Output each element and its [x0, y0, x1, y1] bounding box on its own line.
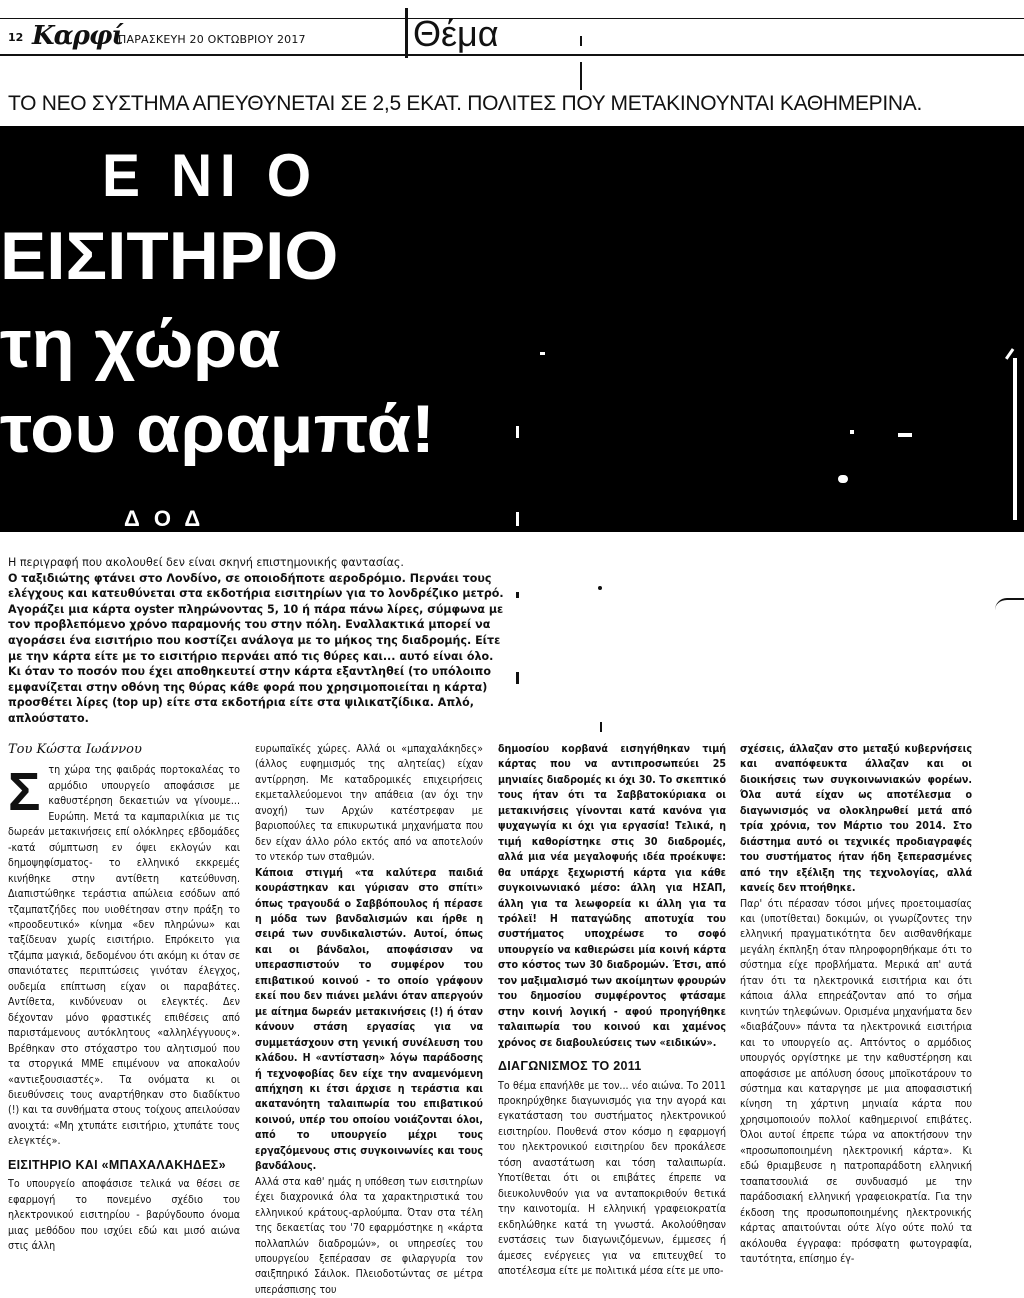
photo-mark	[598, 586, 602, 590]
headline-line-2: ΕΙΣΙΤΗΡΙΟ	[0, 218, 339, 294]
photo-mark	[516, 672, 519, 684]
hero-panel	[0, 126, 1024, 532]
intro-body: Ο ταξιδιώτης φτάνει στο Λονδίνο, σε οποιοδήποτε αεροδρόμιο. Περνάει τους ελέγχους και κατευθύνεται στα εκδοτήρια εισιτηρίων για το λονδρέζικο μετρό. Αγοράζει μια κάρτα oyster πληρώνοντας 5, 10 ή πάρα πάνω λίρες, σύμφωνα με τον προβλεπόμενο χρόνο παραμονής του στην πόλη. Εναλλακτικά μπορεί να αγοράσει ένα εισιτήριο που κοστίζει ανάλογα με το μήκος της διαδρομής. Είτε με την κάρτα είτε με το εισιτήριο περνάει από τις θύρες και... αυτό είναι όλο. Κι όταν το ποσόν που έχει αποθηκευτεί στην κάρτα εξαντληθεί (το υπόλοιπο εμφανίζεται στην οθόνη της θύρας κάθε φορά που χρησιμοποιείται η κάρτα) προσθέτει λίρες (top up) είτε στα εκδοτήρια είτε στα ψιλικατζίδικα. Απλό, απλούστατο.	[8, 571, 504, 725]
paragraph: Αλλά στα καθ' ημάς η υπόθεση των εισιτηρίων έχει διαχρονικά όλα τα χαρακτηριστικά του ελληνικού κράτους-αρλούμπα. Όταν στα τέλη της δεκαετίας του '70 εφαρμόστηκε η «κάρτα πολλαπλών διαδρομών», οι υπηρεσίες του υπουργείου ξεπέρασαν σε φιλαργυρία τον σαιξπηρικό Σάιλοκ. Πλειοδοτώντας σε μέτρα υπεράσπισης του	[255, 1175, 483, 1296]
headline-line-3: τη χώρα	[0, 306, 281, 382]
header-bottom-rule	[0, 54, 1024, 56]
photo-highlight	[1013, 358, 1017, 520]
paragraph: σχέσεις, άλλαζαν στο μεταξύ κυβερνήσεις και αναπόφευκτα άλλαζαν και οι διοικήσεις των συγκοινωνιακών φορέων. Όλα αυτά είχαν ως αποτέλεσμα ο διαγωνισμός να ολοκληρωθεί μετά από τρία χρόνια, τον Μάρτιο του 2014. Στο διάστημα αυτό οι τεχνικές προδιαγραφές του συστήματος ήταν ήδη ξεπερασμένες από την εξέλιξη της τεχνολογίας, αλλά κανείς δεν πτοήθηκε.	[740, 743, 972, 895]
header-top-rule	[0, 18, 1024, 19]
photo-highlight	[898, 433, 912, 437]
photo-mark	[995, 598, 1024, 612]
photo-mark	[600, 722, 602, 732]
byline: Του Κώστα Ιωάννου	[8, 742, 142, 757]
article-column-1	[8, 742, 240, 1255]
section-title: Θέμα	[413, 13, 499, 54]
photo-highlight	[838, 475, 848, 483]
paragraph: ευρωπαϊκές χώρες. Αλλά οι «μπαχαλάκηδες» (άλλος ευφημισμός της αλητείας) είχαν αντίρρηση. Με καταδρομικές επιχειρήσεις εκμεταλλεύομενοι την απάθεια (αν όχι την ανοχή) των Αρχών κατέστρεφαν με βαριοπούλες τα επικυρωτικά μηχανήματα που δεν είχαν άλλο ρόλο εκτός από να αποτελούν το ντεκόρ των σταθμών.	[255, 743, 483, 864]
newspaper-logo: Καρφί	[32, 21, 124, 51]
photo-highlight	[850, 430, 854, 434]
page-header	[0, 0, 1024, 60]
paragraph: τη χώρα της φαιδράς πορτοκαλέας το αρμόδιο υπουργείο αποφάσισε με καθυστέρηση δεκαετιών να γίνουμε... Ευρώπη. Μετά τα καμπαριλίκια με τις δωρεάν μετακινήσεις επί ολόκληρες εβδομάδες -κατά σύμπτωση εν όψει εκλογών και δημοψηφίσματος- το ελληνικό εκκρεμές κινήθηκε στην αντίθετη κατεύθυνση. Διαπιστώθηκε τεράστια απώλεια εσόδων από τζαμπατζήδες που υιοθέτησαν στην πράξη το «προοδευτικό» κίνημα «δεν πληρώνω» και ταξίδευαν χωρίς εισιτήριο. Επρόκειτο για τζάμπα μαγκιά, δεδομένου ότι ακόμη κι όταν σε σπανιότατες περιπτώσεις γινόταν έλεγχος, ουδεμία επίπτωση είχαν οι παραβάτες. Αντίθετα, κινδύνευαν οι ελεγκτές. Δεν δέχονταν μόνο φραστικές επιθέσεις από παριστάμενους αυτόκλητους «αλληλέγγυους». Βρέθηκαν στο στόχαστρο του αλητισμού που τα στοργικά ΜΜΕ επιμένουν να αποκαλούν «αντιεξουσιαστές». Τα ονόματα κι οι διευθύνσεις τους αναρτήθηκαν στο διαδίκτυο (!) και τα συνθήματα στους τοίχους απειλούσαν ανοιχτά: «Μη χτυπάτε εισιτήριο, χτυπάτε τους ελεγκτές».	[8, 764, 240, 1148]
photo-highlight	[516, 426, 519, 438]
intro-block	[8, 555, 508, 727]
article-column-3	[498, 742, 726, 1279]
paragraph: Το θέμα επανήλθε με τον... νέο αιώνα. Το 2011 προκηρύχθηκε διαγωνισμός για την αγορά και εγκατάσταση του συστήματος ηλεκτρονικού εισιτηρίου. Πουθενά στον κόσμο η εφαρμογή του ηλεκτρονικού εισιτηρίου δεν προκάλεσε τόση αναστάτωση και τόση ταλαιπωρία. Υποτίθεται ότι οι επιβάτες έπρεπε να διευκολυνθούν για να ανταποκριθούν θετικά την καινοτομία. Η ελληνική γραφειοκρατία εκδηλώθηκε κατά τη γνωστά. Ακολούθησαν ενστάσεις των διαγωνιζόμενων, έμμεσες ή άμεσες ενέργειες για να επιτευχθεί το αποτέλεσμα είτε με πολιτικά μέσα είτε με υπο-	[498, 1079, 726, 1277]
paragraph: δημοσίου κορβανά εισηγήθηκαν τιμή κάρτας που να αντιπροσωπεύει 25 μηνιαίες διαδρομές κι όχι 30. Το σκεπτικό τους ήταν ότι τα Σαββατοκύριακα οι μετακινήσεις γίνονται κατά κανόνα για ψυχαγωγία κι όχι για εργασία! Τελικά, η τιμή καθορίστηκε στις 30 διαδρομές, αλλά μια νέα μεγαλοφυής ιδέα προέκυψε: θα υπάρχε ξεχωριστή κάρτα για κάθε συγκοινωνιακό μέσο: άλλη για ΗΣΑΠ, άλλη για τα λεωφορεία κι άλλη για τα τρόλεϊ! Η παταγώδης αποτυχία του συστήματος υποχρέωσε το σοφό υπουργείο να καθιερώσει μία κοινή κάρτα στο κόστος των 30 διαδρομών. Έτσι, από τον μαξιμαλισμό των ακοίμητων φρουρών του δημοσίου συμφέροντος φτάσαμε στην κοινή λογική - αφού προηγήθηκε ταλαιπωρία του κοινού και χαμένος χρόνος σε διαβουλεύσεις των «ειδικών».	[498, 743, 726, 1049]
article-column-4	[740, 742, 972, 1267]
header-separator	[405, 8, 408, 58]
photo-mark	[516, 592, 519, 598]
subheading: ΕΙΣΙΤΗΡΙΟ ΚΑΙ «ΜΠΑΧΑΛΑΚΗΔΕΣ»	[8, 1157, 226, 1172]
photo-highlight	[516, 512, 519, 526]
paragraph: Το υπουργείο αποφάσισε τελικά να θέσει σε εφαρμογή το πονεμένο σχέδιο του ηλεκτρονικού εισιτηρίου - βαρύγδουπο όνομα μιας μεθόδου που ισχύει εδώ και μισό αιώνα στις άλλη	[8, 1178, 240, 1253]
subheading: ΔΙΑΓΩΝΙΣΜΟΣ ΤΟ 2011	[498, 1059, 642, 1074]
drop-cap: Σ	[8, 762, 41, 823]
paragraph: Παρ' ότι πέρασαν τόσοι μήνες προετοιμασίας και (υποτίθεται) δοκιμών, οι γνωρίζοντες την ελληνική πραγματικότητα δεν αισθανθήκαμε μεγάλη έκπληξη όταν πληροφορηθήκαμε ότι το σύστημα είχε προβλήματα. Μερικά απ' αυτά ήταν ότι τα ηλεκτρονικά εισιτήρια και ότι κάποια άλλα επηρεάζονταν από το σήμα κινητών τηλεφώνων. Ορισμένα μηχανήματα δεν «διαβάζουν» πάντα τα ηλεκτρονικά εισιτήρια και το υπουργείο ας. Απτόντος ο αρμόδιος υπουργός οργίστηκε με την καθυστέρηση και αποφάσισε με απόλυση όσους μποϊκοτάρουν το σύστημα και καταργησε με μια αποφασιστική κίνηση τη χάρτινη μηνιαία κάρτα που χρησιμοποιούν πολλοί καθημερινοί επιβάτες. Όλοι αυτοί έπρεπε τώρα να αποκτήσουν την «προσωποποιημένη ηλεκτρονική κάρτα». Κι εδώ θριαμβευσε η πατροπαράδοτη ελληνική τσαπατσουλιά σε συνδυασμό με την παράδοσιακή ελληνική γραφειοκρατία. Για την έκδοση της προσωποποιημένης ηλεκτρονικής κάρτας απαιτούνται ούτε λίγο ούτε πολύ τα ακόλουθα έγγραφα: πρόσφατη φωτογραφία, ταυτότητα, επίσημο έγ-	[740, 897, 972, 1265]
kicker-line: ΤΟ ΝΕΟ ΣΥΣΤΗΜΑ ΑΠΕΥΘΥΝΕΤΑΙ ΣΕ 2,5 ΕΚΑΤ. ΠΟΛΙΤΕΣ ΠΟΥ ΜΕΤΑΚΙΝΟΥΝΤΑΙ ΚΑΘΗΜΕΡΙΝΑ.	[8, 92, 923, 115]
intro-first-line: Η περιγραφή που ακολουθεί δεν είναι σκηνή επιστημονικής φαντασίας.	[8, 556, 404, 569]
kicker-tick	[580, 62, 582, 90]
headline-line-5: Δ Ο Δ	[124, 506, 205, 531]
photo-highlight	[540, 352, 545, 355]
headline-line-4: του αραμπά!	[0, 391, 435, 467]
headline-line-1: Ε ΝΙ Ο	[102, 142, 319, 209]
header-tick	[580, 36, 582, 46]
paragraph: Κάποια στιγμή «τα καλύτερα παιδιά κουράστηκαν και γύρισαν στο σπίτι» όπως τραγουδά ο Σαββόπουλος ή πέρασε η μόδα των βανδαλισμών και ήρθε η σειρά των συνδικαλιστών. Αυτοί, όπως και οι βάνδαλοι, αποφάσισαν να υπερασπιστούν το συμφέρον του επιβατικού κοινού - το οποίο γράφουν εκεί που δεν πιάνει μελάνι όταν απεργούν με αίτημα δωρεάν μετακινήσεις (!) ή όταν κάνουν στάση εργασίας για να συμμετάσχουν στη γενική συνέλευση του κλάδου. Η «αντίσταση» λόγω παράδοσης ή τεχνοφοβίας δεν είχε την αναμενόμενη απήχηση κι έτσι άρχισε η τεράστια και ακατανόητη ταλαιπωρία του επιβατικού κοινού, υπέρ του οποίου νοιάζονται όλοι, από το υπουργείο μέχρι τους εργαζόμενους στις συγκοινωνίες και τους βανδάλους.	[255, 866, 483, 1173]
page-number: 12	[8, 31, 24, 44]
issue-date: ΠΑΡΑΣΚΕΥΗ 20 ΟΚΤΩΒΡΙΟΥ 2017	[118, 33, 306, 46]
